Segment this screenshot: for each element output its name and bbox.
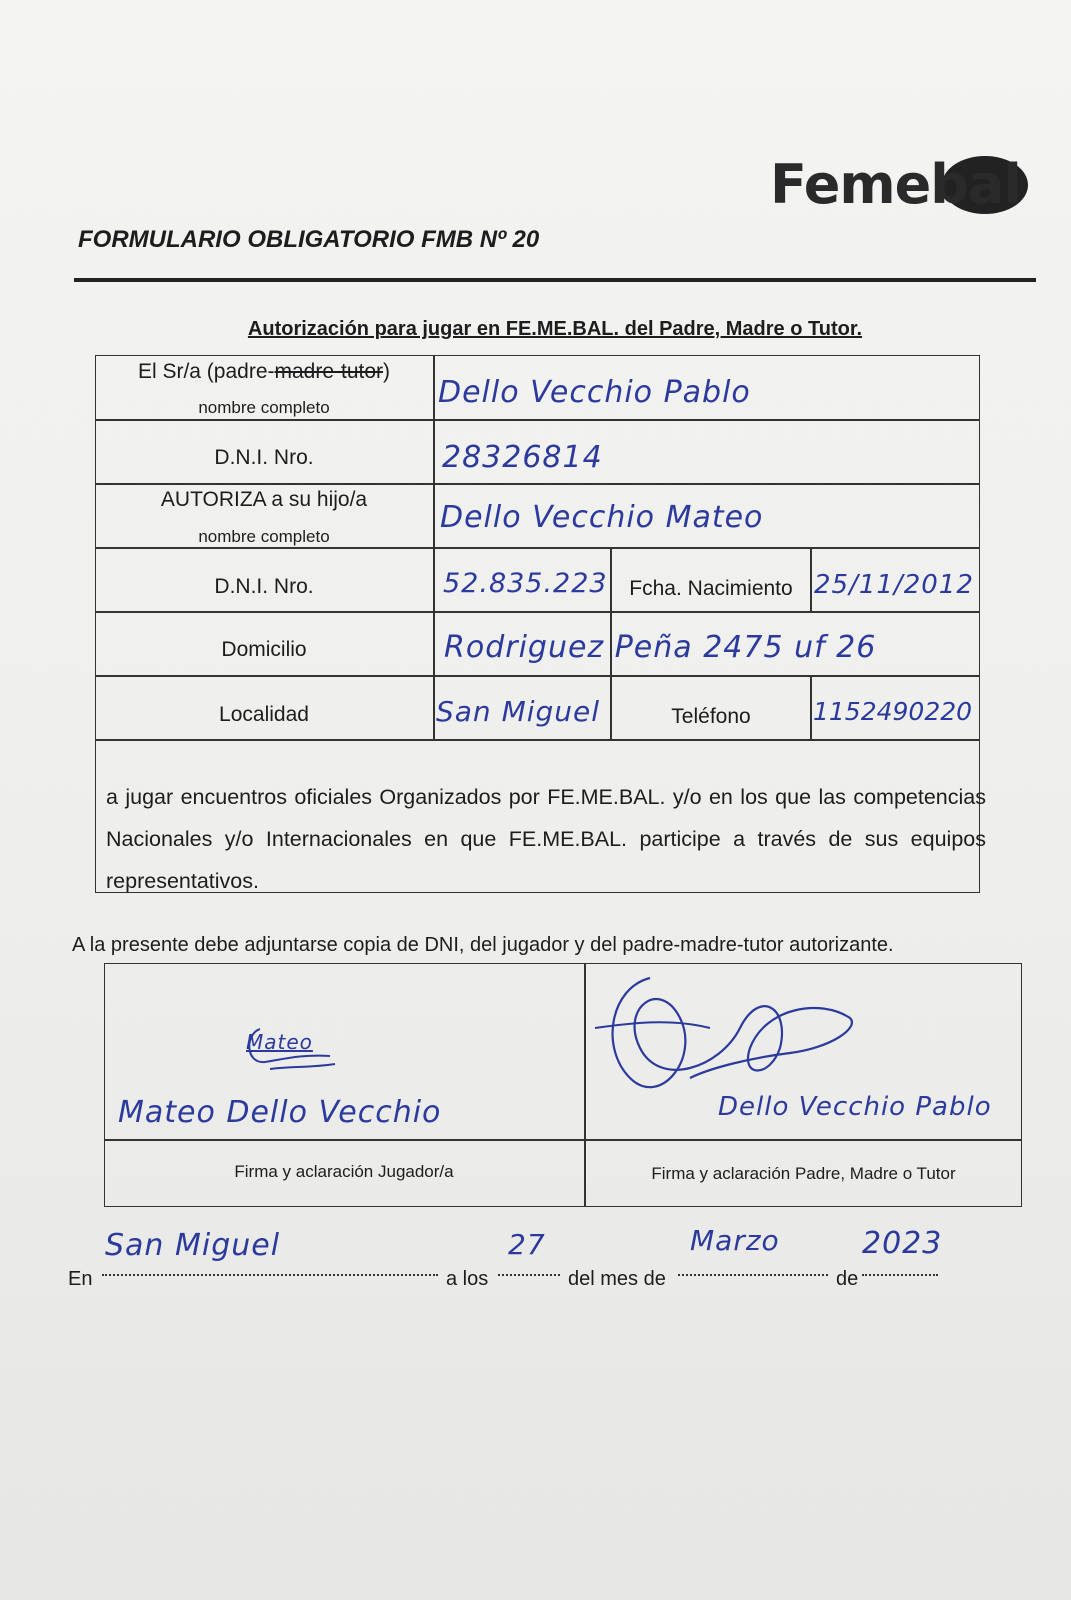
player-name-handwritten[interactable]: Mateo Dello Vecchio (118, 1095, 442, 1130)
city-label: Localidad (219, 703, 309, 726)
player-signature: Mateo (246, 1030, 313, 1054)
guardian-label (95, 360, 433, 384)
child-dni-value[interactable]: 52.835.223 (443, 568, 608, 599)
guardian-label-suffix: ) (383, 360, 391, 383)
row-divider (95, 739, 980, 741)
authorizes-label: AUTORIZA a su hijo/a (160, 488, 368, 511)
year-label: de (836, 1268, 859, 1290)
col-divider (810, 675, 812, 740)
phone-label: Teléfono (671, 705, 751, 728)
child-full-name-note: nombre completo (198, 527, 330, 546)
city-value[interactable]: San Miguel (436, 695, 601, 728)
guardian-dni-label: D.N.I. Nro. (214, 446, 314, 469)
attachment-note: A la presente debe adjuntarse copia de DNI, del jugador y del padre-madre-tutor autorizante. (72, 934, 894, 956)
month-label: del mes de (568, 1268, 666, 1290)
form-title: FORMULARIO OBLIGATORIO FMB Nº 20 (78, 226, 540, 253)
row-divider (95, 675, 980, 677)
row-divider (95, 611, 980, 613)
col-divider (810, 547, 812, 611)
month-value[interactable]: Marzo (690, 1224, 780, 1257)
signature-row-divider (104, 1139, 1022, 1141)
logo-text: Femebal (770, 153, 1021, 216)
birthdate-label: Fcha. Nacimiento (629, 577, 793, 600)
place-value[interactable]: San Miguel (105, 1228, 281, 1263)
child-dni-label: D.N.I. Nro. (214, 575, 314, 598)
guardian-signature-scribble (590, 968, 870, 1108)
child-name-value[interactable]: Dello Vecchio Mateo (440, 500, 764, 535)
guardian-label-struck: madre-tutor (274, 360, 384, 383)
title-rule (74, 278, 1036, 282)
year-value[interactable]: 2023 (862, 1226, 943, 1261)
col-divider (433, 355, 435, 740)
birthdate-value[interactable]: 25/11/2012 (814, 570, 974, 600)
row-divider (95, 547, 980, 549)
guardian-label-prefix: El Sr/a (padre- (137, 360, 275, 383)
player-signature-caption: Firma y aclaración Jugador/a (234, 1162, 454, 1181)
address-label: Domicilio (221, 638, 307, 661)
day-value[interactable]: 27 (508, 1228, 546, 1261)
guardian-signature-caption: Firma y aclaración Padre, Madre o Tutor (651, 1164, 956, 1183)
phone-value[interactable]: 1152490220 (813, 697, 973, 726)
femebal-logo (770, 150, 1030, 220)
guardian-name-handwritten[interactable]: Dello Vecchio Pablo (718, 1092, 992, 1122)
guardian-dni-value[interactable]: 28326814 (442, 440, 603, 475)
address-value[interactable]: Rodriguez Peña 2475 uf 26 (444, 630, 877, 665)
row-divider (95, 483, 980, 485)
place-label: En (68, 1268, 93, 1290)
authorization-paragraph: a jugar encuentros oficiales Organizados por FE.ME.BAL. y/o en los que las competencias Nacionales y/o Internacionales en que FE.ME.BAL. participe a través de sus equipos representativos. (106, 785, 986, 893)
guardian-name-value[interactable]: Dello Vecchio Pablo (438, 375, 751, 410)
row-divider (95, 419, 980, 421)
player-signature-scribble (240, 1024, 350, 1074)
day-label: a los (446, 1268, 489, 1290)
form-subtitle: Autorización para jugar en FE.ME.BAL. del Padre, Madre o Tutor. (247, 318, 863, 340)
full-name-note: nombre completo (198, 398, 330, 417)
